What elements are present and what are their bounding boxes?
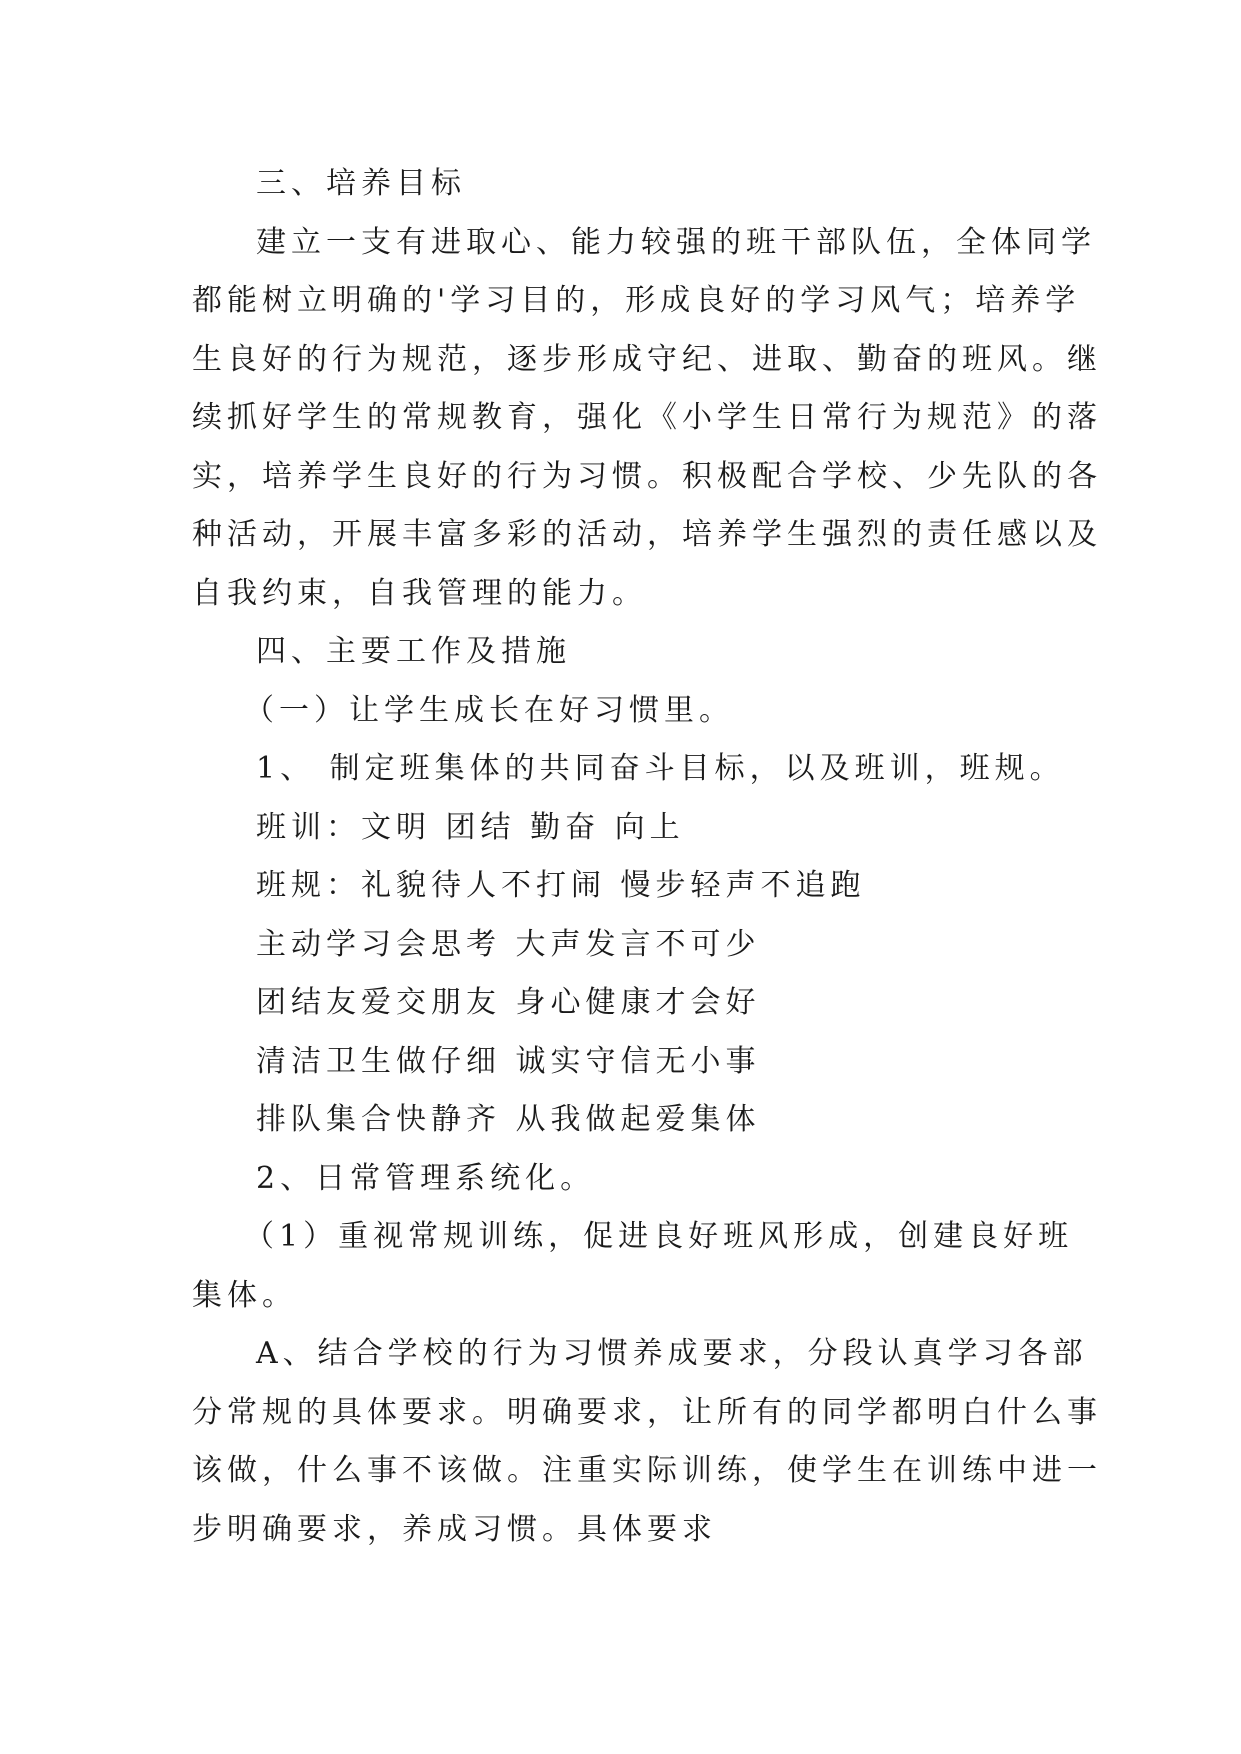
list-item: 1、 制定班集体的共同奋斗目标，以及班训，班规。 xyxy=(256,751,1065,786)
list-item: 2、日常管理系统化。 xyxy=(256,1160,596,1196)
paragraph-line: 自我约束，自我管理的能力。 xyxy=(192,575,647,611)
paragraph-line: 生良好的行为规范，逐步形成守纪、进取、勤奋的班风。继 xyxy=(192,341,1102,377)
section-heading-4: 四、主要工作及措施 xyxy=(256,634,571,669)
document-body xyxy=(192,155,1102,1559)
sub-list-item: （1）重视常规训练，促进良好班风形成，创建良好班 xyxy=(244,1219,1074,1254)
paragraph-line: 实，培养学生良好的行为习惯。积极配合学校、少先队的各 xyxy=(192,458,1102,494)
paragraph-line: 建立一支有进取心、能力较强的班干部队伍，全体同学 xyxy=(256,224,1096,260)
class-rules-line: 排队集合快静齐 从我做起爱集体 xyxy=(256,1102,761,1137)
class-rules-line: 班规：礼貌待人不打闹 慢步轻声不追跑 xyxy=(256,868,866,903)
paragraph-line: 该做，什么事不该做。注重实际训练，使学生在训练中进一 xyxy=(192,1453,1102,1488)
paragraph-line: 集体。 xyxy=(192,1277,297,1313)
class-rules-line: 团结友爱交朋友 身心健康才会好 xyxy=(256,985,761,1020)
paragraph-line: A、结合学校的行为习惯养成要求，分段认真学习各部 xyxy=(256,1336,1088,1371)
subsection-heading: （一）让学生成长在好习惯里。 xyxy=(244,692,734,728)
paragraph-line: 续抓好学生的常规教育，强化《小学生日常行为规范》的落 xyxy=(192,400,1102,435)
paragraph-line: 种活动，开展丰富多彩的活动，培养学生强烈的责任感以及 xyxy=(192,517,1102,552)
paragraph-line: 步明确要求，养成习惯。具体要求 xyxy=(192,1511,717,1547)
class-motto: 班训：文明 团结 勤奋 向上 xyxy=(256,809,685,845)
section-heading-3: 三、培养目标 xyxy=(256,166,466,201)
paragraph-line: 都能树立明确的'学习目的，形成良好的学习风气；培养学 xyxy=(192,283,1081,318)
class-rules-line: 主动学习会思考 大声发言不可少 xyxy=(256,926,761,962)
class-rules-line: 清洁卫生做仔细 诚实守信无小事 xyxy=(256,1043,761,1079)
paragraph-line: 分常规的具体要求。明确要求，让所有的同学都明白什么事 xyxy=(192,1394,1102,1430)
